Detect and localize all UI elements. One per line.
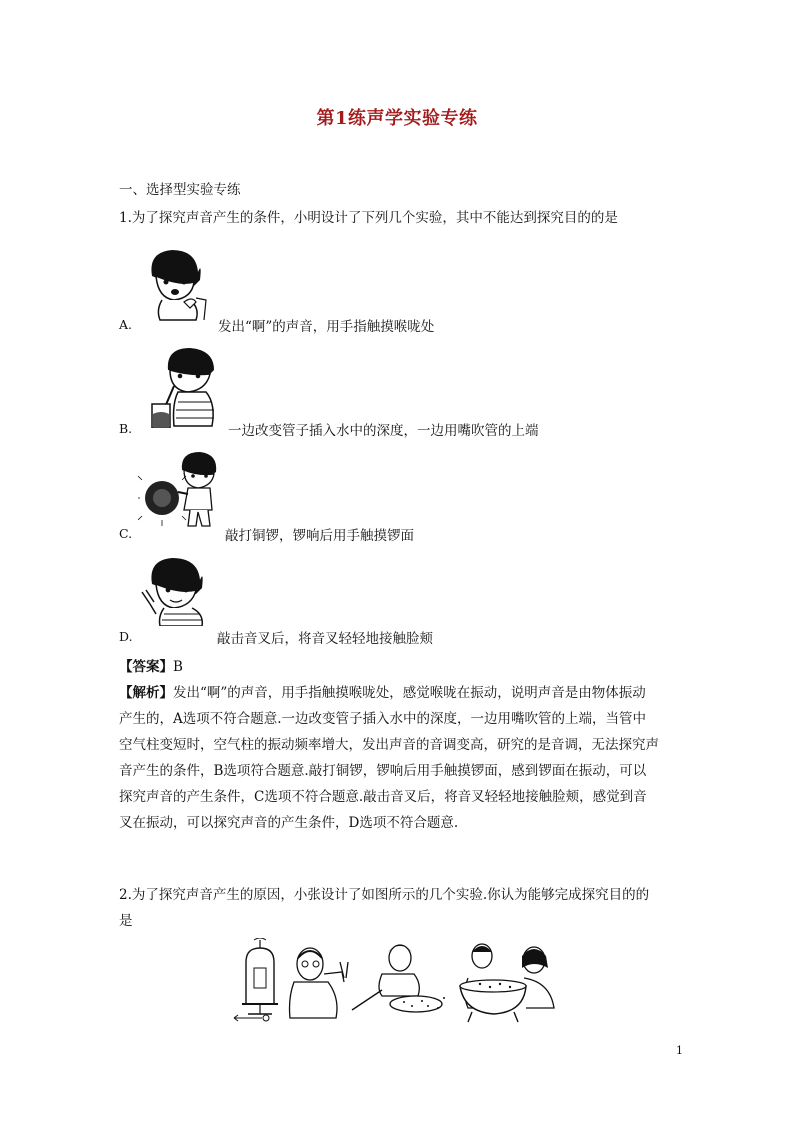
analysis-line-6: 叉在振动，可以探究声音的产生条件，D选项不符合题意. (119, 815, 459, 831)
analysis-line-5: 探究声音的产生条件，C选项不符合题意.敲击音叉后，将音叉轻轻地接触脸颊，感觉到音 (119, 789, 647, 805)
option-c-letter: C. (119, 526, 133, 541)
option-c-illustration (138, 452, 218, 534)
option-b-letter: B. (119, 421, 133, 436)
question-1-stem: 1.为了探究声音产生的条件，小明设计了下列几个实验，其中不能达到探究目的的是 (119, 210, 618, 226)
option-a-letter: A. (119, 317, 133, 332)
option-c-text: 敲打铜锣，锣响后用手触摸锣面 (225, 528, 414, 544)
analysis-label: 【解析】 (119, 685, 173, 701)
analysis-paragraph (119, 680, 679, 836)
page-number: 1 (676, 1044, 683, 1057)
answer-line (119, 655, 183, 675)
option-a-illustration (140, 246, 210, 322)
section-heading: 一、选择型实验专练 (119, 182, 241, 198)
option-b-illustration (148, 346, 220, 428)
analysis-line-4: 音产生的条件，B选项符合题意.敲打铜锣，锣响后用手触摸锣面，感到锣面在振动，可以 (119, 763, 647, 779)
answer-label: 【答案】 (119, 659, 173, 675)
page-title: 第1练声学实验专练 (316, 108, 478, 129)
answer-value: B (173, 659, 183, 675)
question-2-line-1: 2.为了探究声音产生的原因，小张设计了如图所示的几个实验.你认为能够完成探究目的的 (119, 887, 650, 903)
option-a-text: 发出“啊”的声音，用手指触摸喉咙处 (218, 319, 435, 335)
analysis-line-3: 空气柱变短时，空气柱的振动频率增大，发出声音的音调变高，研究的是音调，无法探究声 (119, 737, 659, 753)
option-b-text: 一边改变管子插入水中的深度，一边用嘴吹管的上端 (228, 423, 539, 439)
analysis-line-1: 发出“啊”的声音，用手指触摸喉咙处，感觉喉咙在振动，说明声音是由物体振动 (173, 685, 646, 701)
option-d-illustration (140, 556, 212, 626)
option-d-text: 敲击音叉后，将音叉轻轻地接触脸颊 (217, 631, 433, 647)
question-2-illustration (232, 938, 560, 1026)
question-2-stem (119, 882, 679, 934)
question-2-line-2: 是 (119, 913, 133, 929)
option-d-letter: D. (119, 629, 133, 644)
analysis-line-2: 产生的，A选项不符合题意.一边改变管子插入水中的深度，一边用嘴吹管的上端，当管中 (119, 711, 647, 727)
